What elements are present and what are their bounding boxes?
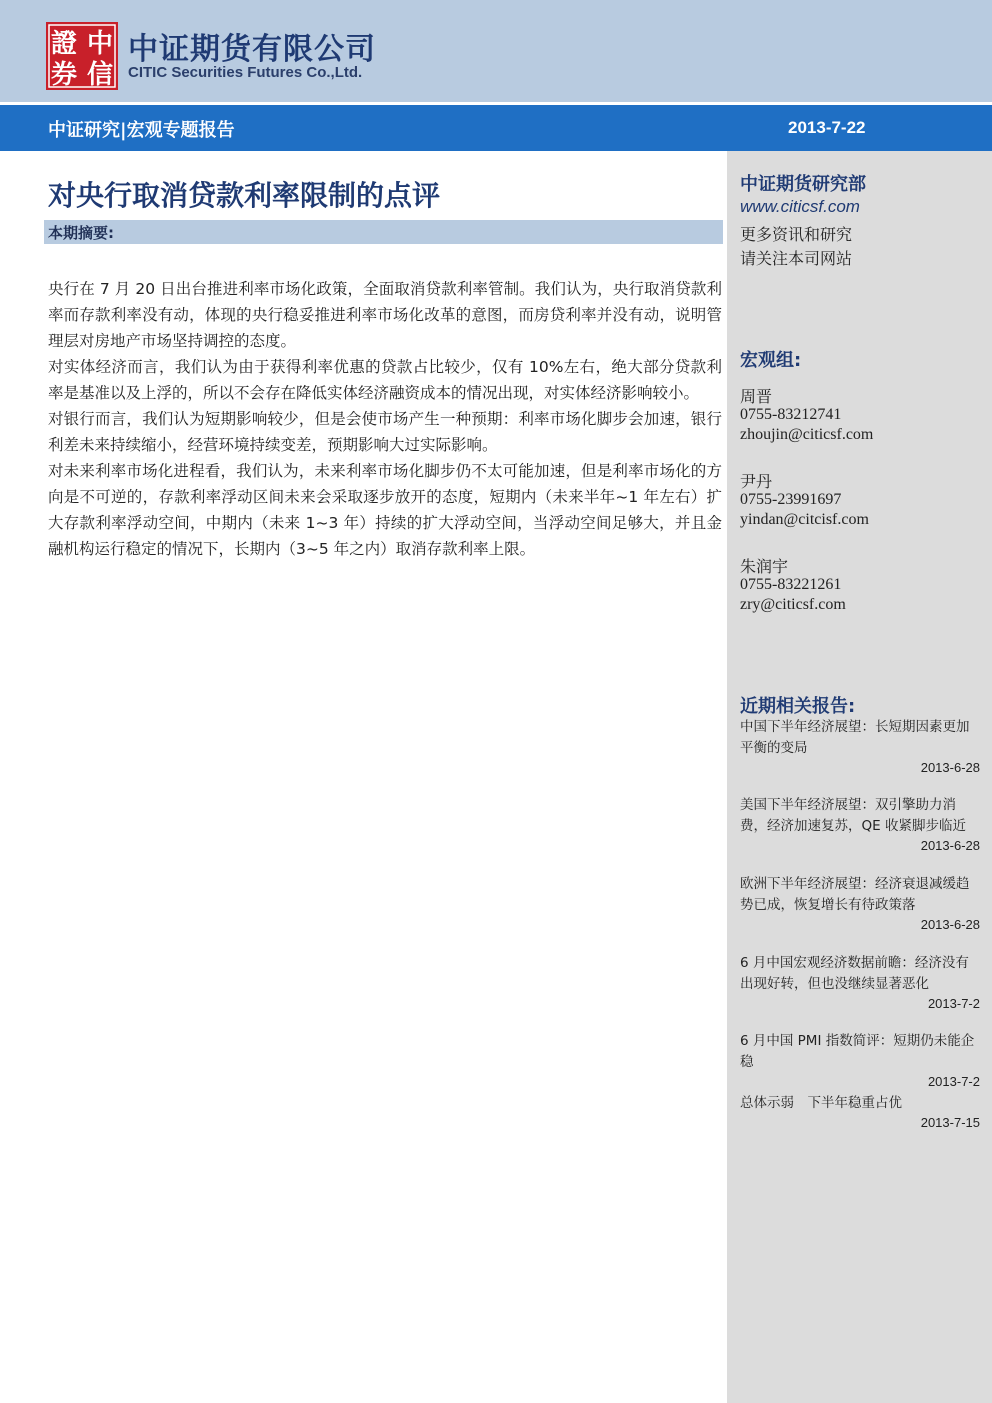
related-report-date: 2013-6-28 <box>920 917 980 932</box>
related-report-title: 6 月中国宏观经济数据前瞻：经济没有出现好转，但也没继续显著恶化 <box>740 955 969 992</box>
sidebar <box>727 151 992 1403</box>
svg-text:證: 證 <box>50 29 78 59</box>
svg-text:中: 中 <box>86 29 114 59</box>
analyst-email[interactable]: zhoujin@citicsf.com <box>740 426 874 443</box>
related-report-item[interactable] <box>740 1093 982 1132</box>
related-report-date: 2013-7-15 <box>920 1115 980 1130</box>
related-report-item[interactable] <box>740 953 982 1013</box>
svg-text:券: 券 <box>50 60 78 90</box>
analyst-name: 朱润宇 <box>740 557 789 576</box>
dept-name: 中证期货研究部 <box>740 174 866 195</box>
related-report-title: 美国下半年经济展望：双引擎助力消费，经济加速复苏，QE 收紧脚步临近 <box>740 797 966 834</box>
dept-note-line: 请关注本司网站 <box>740 249 853 268</box>
related-report-title: 总体示弱 下半年稳重占优 <box>740 1095 902 1111</box>
paragraph: 央行在 7 月 20 日出台推进利率市场化政策，全面取消贷款利率管制。我们认为，央行取消贷款利率而存款利率没有动，体现的央行稳妥推进利率市场化改革的意图，而房贷利率并没有动，说明管理层对房地产市场坚持调控的态度。 <box>48 280 722 350</box>
article-body <box>48 276 722 562</box>
related-reports-heading: 近期相关报告: <box>740 696 856 717</box>
svg-text:信: 信 <box>86 60 114 90</box>
page-title: 对央行取消贷款利率限制的点评 <box>48 179 441 212</box>
company-logo <box>46 22 118 90</box>
related-report-date: 2013-7-2 <box>927 1074 980 1089</box>
analyst-name: 周晋 <box>740 387 773 406</box>
analyst-email[interactable]: zry@citicsf.com <box>740 596 846 613</box>
analyst-phone: 0755-83212741 <box>740 406 842 423</box>
related-report-date: 2013-7-2 <box>927 996 980 1011</box>
analyst-phone: 0755-23991697 <box>740 491 842 508</box>
related-report-date: 2013-6-28 <box>920 838 980 853</box>
related-report-title: 6 月中国 PMI 指数简评：短期仍未能企稳 <box>740 1033 975 1070</box>
macro-group-heading: 宏观组: <box>740 350 802 371</box>
report-date: 2013-7-22 <box>788 118 866 137</box>
company-name-en: CITIC Securities Futures Co.,Ltd. <box>128 64 363 81</box>
related-report-item[interactable] <box>740 1031 982 1091</box>
abstract-bar <box>44 220 723 244</box>
analyst-name: 尹丹 <box>740 472 773 491</box>
related-report-item[interactable] <box>740 717 982 777</box>
analyst-phone: 0755-83221261 <box>740 576 842 593</box>
related-report-item[interactable] <box>740 795 982 855</box>
report-section: 中证研究|宏观专题报告 <box>48 120 235 141</box>
related-report-item[interactable] <box>740 874 982 934</box>
related-report-date: 2013-6-28 <box>920 760 980 775</box>
abstract-label: 本期摘要: <box>48 224 114 242</box>
related-report-title: 欧洲下半年经济展望：经济衰退减缓趋势已成，恢复增长有待政策落 <box>740 876 970 913</box>
dept-note-line: 更多资讯和研究 <box>740 225 853 244</box>
paragraph: 对未来利率市场化进程看，我们认为，未来利率市场化脚步仍不太可能加速，但是利率市场化的方向是不可逆的，存款利率浮动区间未来会采取逐步放开的态度，短期内（未来半年~1 年左右）扩大存款利率浮动空间，中期内（未来 1~3 年）持续的扩大浮动空间，当浮动空间足够大，并且金融机构运行稳定的情况下，长期内（3~5 年之内）取消存款利率上限。 <box>48 462 722 558</box>
dept-website-link[interactable]: www.citicsf.com <box>740 197 860 216</box>
analyst-email[interactable]: yindan@citcisf.com <box>740 511 869 528</box>
related-report-title: 中国下半年经济展望：长短期因素更加平衡的变局 <box>740 719 970 756</box>
paragraph: 对实体经济而言，我们认为由于获得利率优惠的贷款占比较少，仅有 10%左右，绝大部分贷款利率是基准以及上浮的，所以不会存在降低实体经济融资成本的情况出现，对实体经济影响较小。 <box>48 358 722 402</box>
company-name-cn: 中证期货有限公司 <box>128 32 376 67</box>
paragraph: 对银行而言，我们认为短期影响较少，但是会使市场产生一种预期：利率市场化脚步会加速，银行利差未来持续缩小，经营环境持续变差，预期影响大过实际影响。 <box>48 410 722 454</box>
